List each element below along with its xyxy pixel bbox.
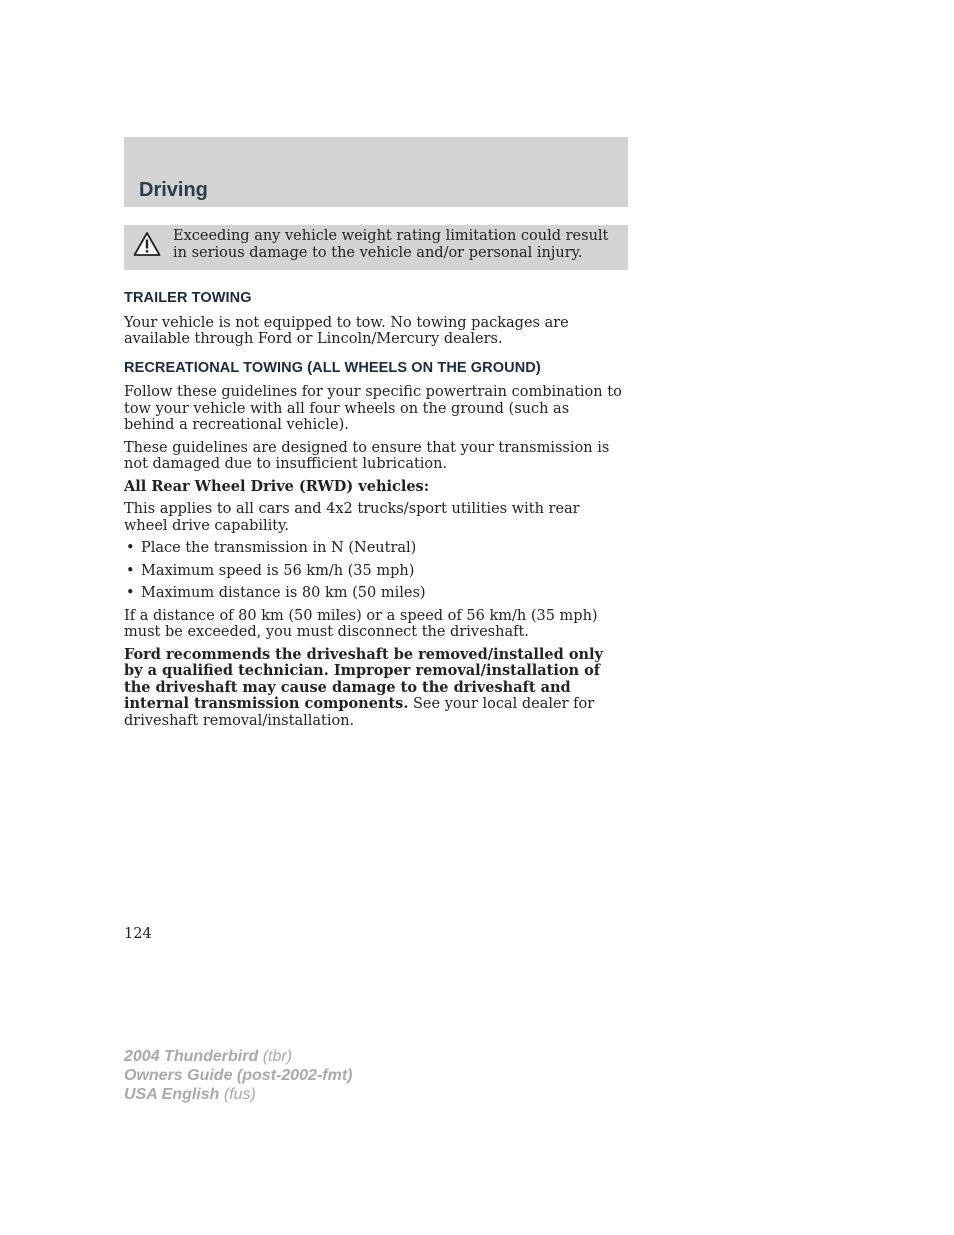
recreational-towing-heading: RECREATIONAL TOWING (ALL WHEELS ON THE GROUND) [124, 359, 541, 376]
warning-text: Exceeding any vehicle weight rating limitation could result in serious damage to the vehicle and/or personal injury. [173, 228, 609, 261]
recreational-para-1: Follow these guidelines for your specific powertrain combination to tow your vehicle with all four wheels on the ground (such as behind a recreational vehicle). [124, 384, 622, 433]
document-footer [124, 1047, 352, 1104]
bullet-icon: • [126, 540, 135, 556]
footer-vehicle: 2004 Thunderbird [124, 1048, 259, 1065]
list-item [124, 540, 624, 557]
bullet-icon: • [126, 585, 135, 601]
footer-line-3 [124, 1085, 352, 1104]
warning-box [124, 225, 628, 270]
bullet-text: Maximum speed is 56 km/h (35 mph) [141, 562, 415, 579]
bullet-text: Place the transmission in N (Neutral) [141, 540, 417, 556]
rwd-body: This applies to all cars and 4x2 trucks/sport utilities with rear wheel drive capability. [124, 501, 580, 534]
driveshaft-warning-plain: See your local dealer for driveshaft removal/installation. [124, 696, 595, 729]
recreational-para-3: If a distance of 80 km (50 miles) or a speed of 56 km/h (35 mph) must be exceeded, you must disconnect the driveshaft. [124, 607, 598, 640]
recreational-para-2: These guidelines are designed to ensure that your transmission is not damaged due to insufficient lubrication. [124, 439, 610, 472]
footer-language: USA English [124, 1086, 220, 1103]
footer-guide: Owners Guide (post-2002-fmt) [124, 1067, 353, 1084]
driveshaft-note [124, 647, 624, 730]
footer-line-2 [124, 1066, 352, 1085]
rwd-heading: All Rear Wheel Drive (RWD) vehicles: [124, 477, 430, 495]
bullet-icon: • [126, 562, 135, 579]
footer-vehicle-code: (tbr) [258, 1048, 293, 1065]
warning-triangle-icon [133, 231, 161, 257]
section-header-band [124, 137, 628, 207]
page-number: 124 [124, 926, 152, 942]
list-item [124, 585, 624, 602]
list-item [124, 563, 624, 580]
bullet-text: Maximum distance is 80 km (50 miles) [141, 585, 426, 601]
footer-line-1 [124, 1047, 352, 1066]
section-title: Driving [139, 179, 208, 201]
driveshaft-warning-bold: Ford recommends the driveshaft be removed/installed only by a qualified technician. Improper removal/installation of the driveshaft may cause damage to the driveshaft and internal transmission components. [124, 645, 603, 712]
trailer-towing-body: Your vehicle is not equipped to tow. No towing packages are available through Ford or Lincoln/Mercury dealers. [124, 314, 569, 347]
trailer-towing-heading: TRAILER TOWING [124, 290, 252, 306]
footer-language-code: (fus) [219, 1086, 256, 1103]
towing-bullet-list [124, 540, 624, 602]
page-content [124, 290, 624, 735]
